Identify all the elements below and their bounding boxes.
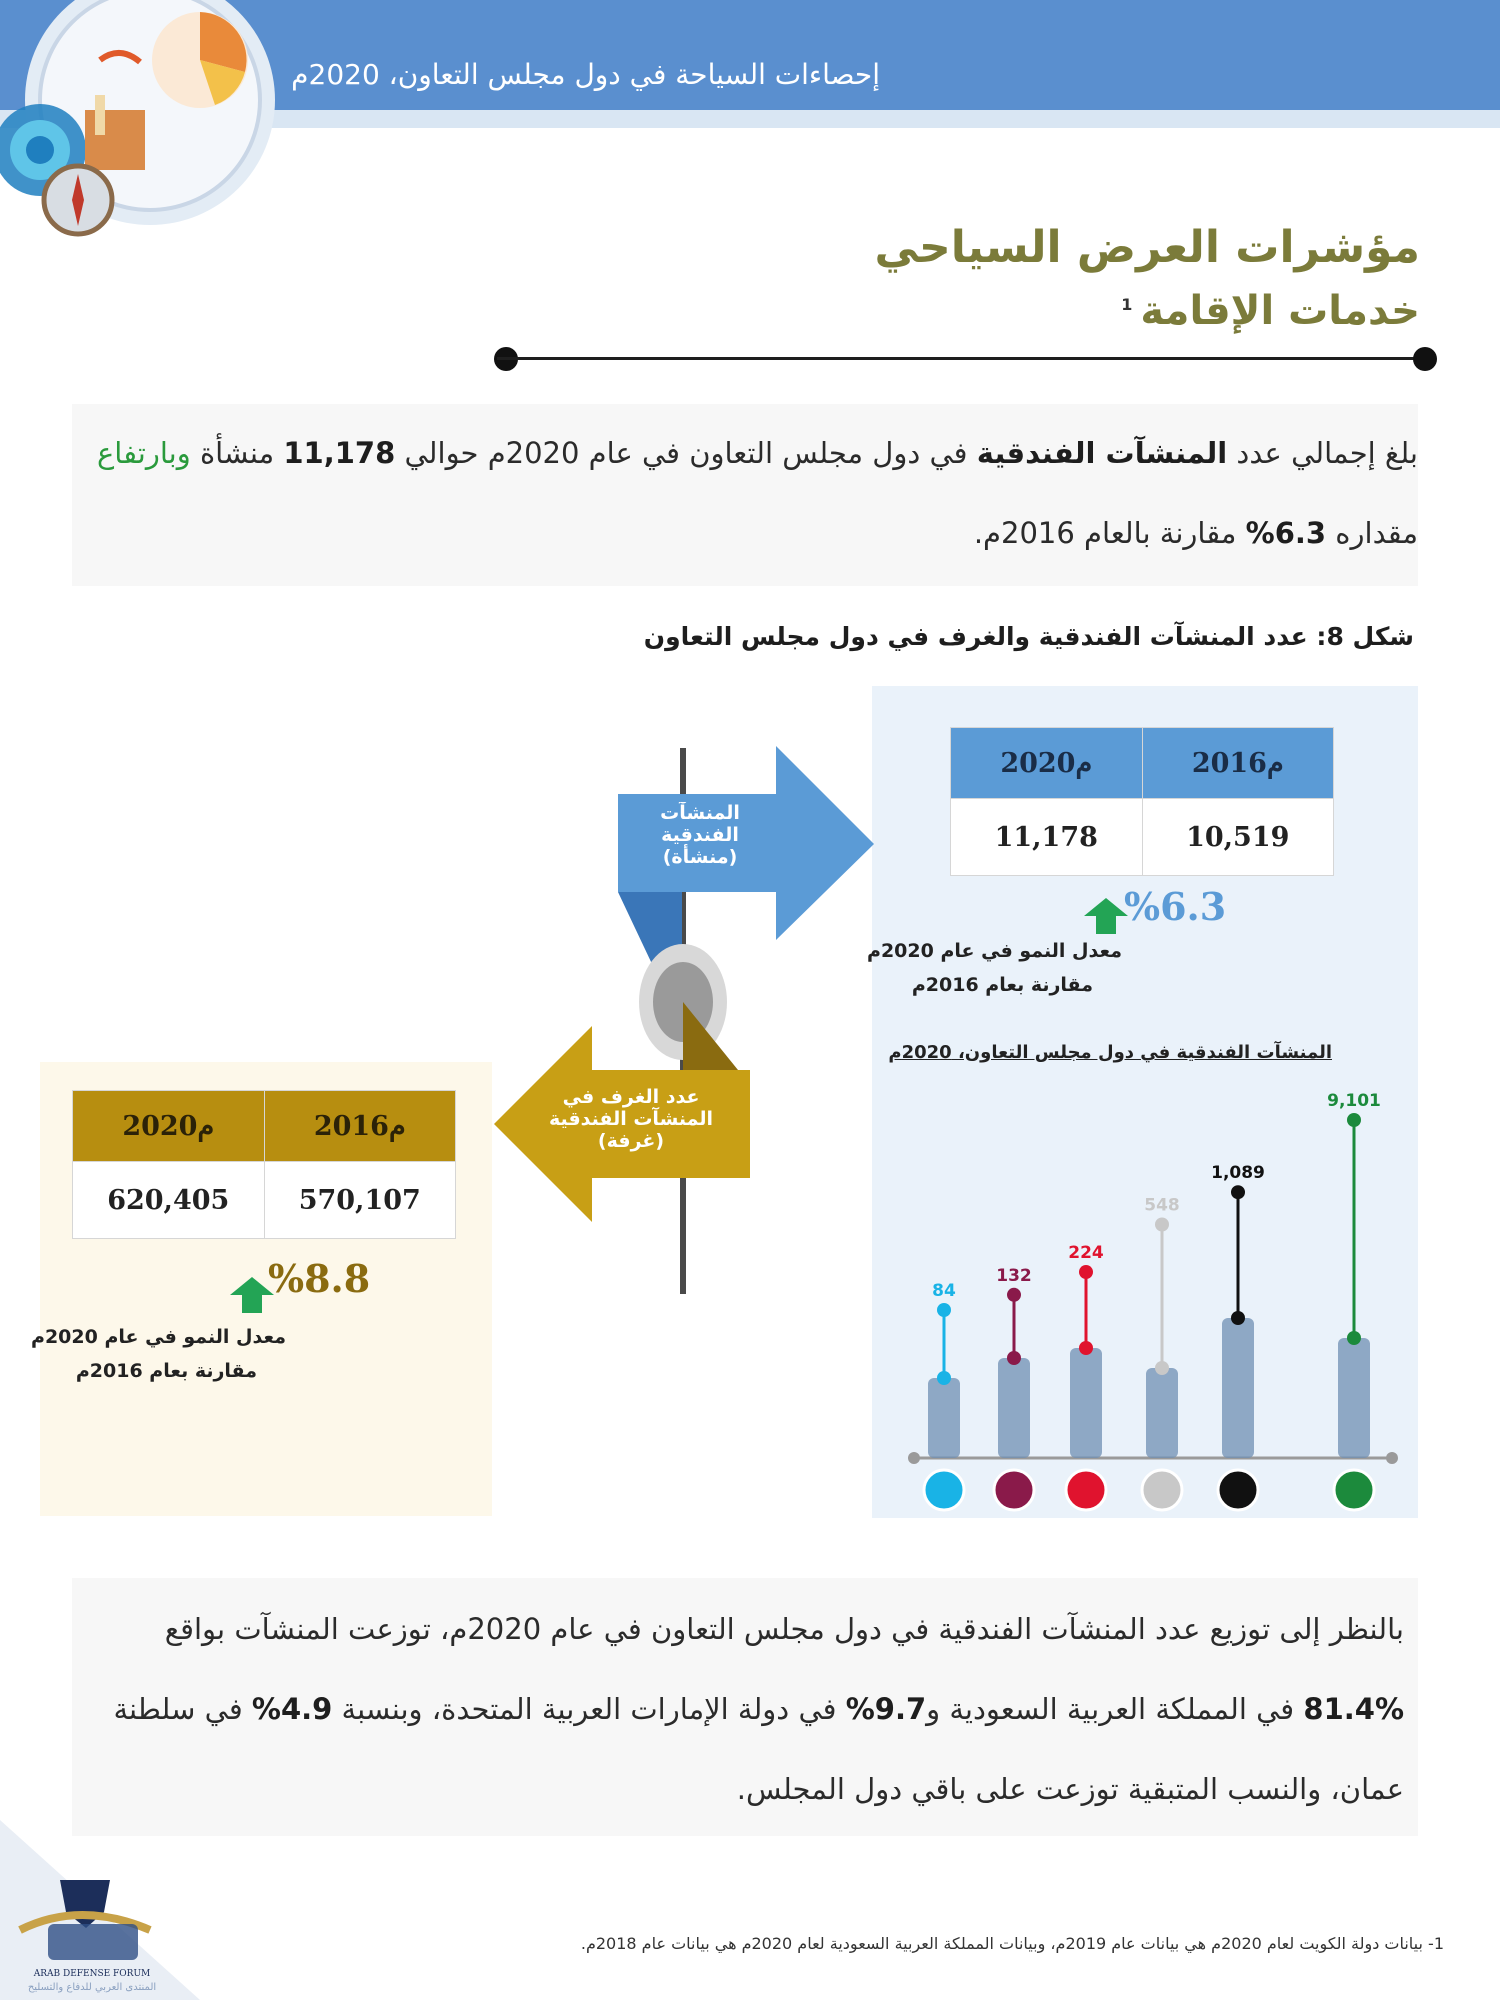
lollipop-head [1079, 1265, 1093, 1279]
hotels-arrow-label-line: الفندقية [661, 824, 739, 846]
bottom-bold: 81.4% [1303, 1692, 1404, 1726]
rooms-header-2020: 2020م [73, 1091, 265, 1162]
rooms-arrow-label-line: (غرفة) [597, 1130, 665, 1152]
watermark-text-ar: المنتدى العربي للدفاع والتسليح [27, 1982, 157, 1993]
divider-dot-right [1413, 347, 1437, 371]
header-title: إحصاءات السياحة في دول مجلس التعاون، 2020م [291, 58, 880, 91]
bottom-text: في المملكة العربية السعودية و [926, 1692, 1304, 1726]
data-label: 224 [1068, 1243, 1104, 1263]
bottom-bold: 4.9% [251, 1692, 333, 1726]
rooms-value-2020: 620,405 [73, 1162, 265, 1239]
intro-text: بلغ إجمالي عدد [1227, 436, 1418, 470]
intro-text: مقارنة بالعام 2016م. [973, 516, 1246, 550]
skyline-building [1070, 1348, 1102, 1458]
lollipop-head [1347, 1113, 1361, 1127]
hotels-growth-label-2: مقارنة بعام 2016م [911, 974, 1093, 996]
bottom-line-2 [113, 1692, 1404, 1726]
data-label: 132 [996, 1265, 1032, 1286]
rooms-growth-value: %8.8 [268, 1256, 371, 1301]
bottom-bold: 9.7% [845, 1692, 927, 1726]
section-title: مؤشرات العرض السياحي [874, 222, 1420, 273]
skyline-building [1338, 1338, 1370, 1458]
hotels-growth-value: %6.3 [1124, 884, 1227, 929]
data-label: 9,101 [1327, 1091, 1381, 1111]
hotels-by-country-chart [872, 1060, 1418, 1520]
skyline-building [1146, 1368, 1178, 1458]
bottom-line-3: عمان، والنسب المتبقية توزعت على باقي دول المجلس. [736, 1772, 1404, 1806]
chart-baseline-end [908, 1452, 920, 1464]
subtitle-text: خدمات الإقامة [1140, 288, 1420, 334]
rooms-arrow-label-line: عدد الغرف في [562, 1086, 700, 1108]
lollipop-base [1079, 1341, 1093, 1355]
bottom-text: في دولة الإمارات العربية المتحدة، وبنسبة [332, 1692, 846, 1726]
UAE-flag-icon [1218, 1470, 1258, 1510]
title-divider [497, 357, 1432, 360]
rooms-value-2016: 570,107 [264, 1162, 456, 1239]
lollipop-base [1007, 1351, 1021, 1365]
lollipop-base [937, 1371, 951, 1385]
chart-baseline-end [1386, 1452, 1398, 1464]
section-subtitle [1121, 288, 1420, 334]
intro-growth: 6.3% [1245, 516, 1327, 550]
lollipop-head [1231, 1185, 1245, 1199]
arab-defense-forum-logo [0, 1820, 200, 2000]
lollipop-base [1155, 1361, 1169, 1375]
intro-text: منشأة [190, 436, 284, 470]
hotels-growth-label-1: معدل النمو في عام 2020م [867, 940, 1122, 962]
hotels-table [950, 727, 1334, 876]
data-label: 548 [1144, 1195, 1180, 1216]
figure-caption: شكل 8: عدد المنشآت الفندقية والغرف في دول مجلس التعاون [643, 622, 1414, 651]
lollipop-head [1007, 1288, 1021, 1302]
hotels-value-2020: 11,178 [951, 799, 1143, 876]
rooms-table [72, 1090, 456, 1239]
chart-title: المنشآت الفندقية في دول مجلس التعاون، 2020م [888, 1042, 1332, 1063]
footnote-mark: 1 [1121, 294, 1133, 314]
tourism-collage-icon [0, 0, 290, 260]
skyline-building [1222, 1318, 1254, 1458]
center-arrows-graphic [490, 740, 880, 1300]
rooms-arrow-label-line: المنشآت الفندقية [548, 1108, 714, 1130]
hotels-arrow-label-line: المنشآت [660, 802, 740, 824]
Qatar-flag-icon [994, 1470, 1034, 1510]
skyline-building [998, 1358, 1030, 1458]
intro-box [72, 404, 1418, 586]
intro-text: في دول مجلس التعاون في عام 2020م حوالي [395, 436, 977, 470]
intro-bold: المنشآت الفندقية [976, 436, 1228, 470]
skyline-building [928, 1378, 960, 1458]
rooms-growth-label-1: معدل النمو في عام 2020م [31, 1326, 286, 1348]
intro-green-text: وبارتفاع [96, 436, 191, 470]
hotels-arrow-label [620, 802, 780, 868]
intro-line-1 [97, 436, 1418, 470]
rooms-growth-label-2: مقارنة بعام 2016م [75, 1360, 257, 1382]
bottom-line-1: بالنظر إلى توزيع عدد المنشآت الفندقية في دول مجلس التعاون في عام 2020م، توزعت المنشآت بواقع [164, 1612, 1404, 1646]
watermark-text: ARAB DEFENSE FORUM [33, 1969, 151, 1979]
rooms-header-2016: 2016م [264, 1091, 456, 1162]
data-label: 84 [932, 1281, 956, 1301]
footnote: 1- بيانات دولة الكويت لعام 2020م هي بيانات عام 2019م، وبيانات المملكة العربية السعودية لعام 2020م هي بيانات عام 2018م. [580, 1934, 1444, 1953]
Bahrain-flag-icon [1066, 1470, 1106, 1510]
bottom-text: في سلطنة [113, 1692, 252, 1726]
intro-text: مقداره [1326, 516, 1418, 550]
intro-hotels-total: 11,178 [283, 436, 396, 470]
rooms-arrow-label [516, 1086, 746, 1152]
hotels-arrow-label-line: (منشأة) [662, 846, 738, 868]
lollipop-base [1231, 1311, 1245, 1325]
lollipop-base [1347, 1331, 1361, 1345]
growth-up-arrow-icon [1084, 898, 1128, 934]
hotels-header-2020: 2020م [951, 728, 1143, 799]
Kuwait-flag-icon [924, 1470, 964, 1510]
Oman-flag-icon [1142, 1470, 1182, 1510]
lollipop-head [1155, 1218, 1169, 1232]
Saudi-flag-icon [1334, 1470, 1374, 1510]
hotels-header-2016: 2016م [1142, 728, 1334, 799]
intro-line-2 [974, 516, 1418, 550]
hotels-value-2016: 10,519 [1142, 799, 1334, 876]
data-label: 1,089 [1211, 1163, 1265, 1184]
lollipop-head [937, 1303, 951, 1317]
